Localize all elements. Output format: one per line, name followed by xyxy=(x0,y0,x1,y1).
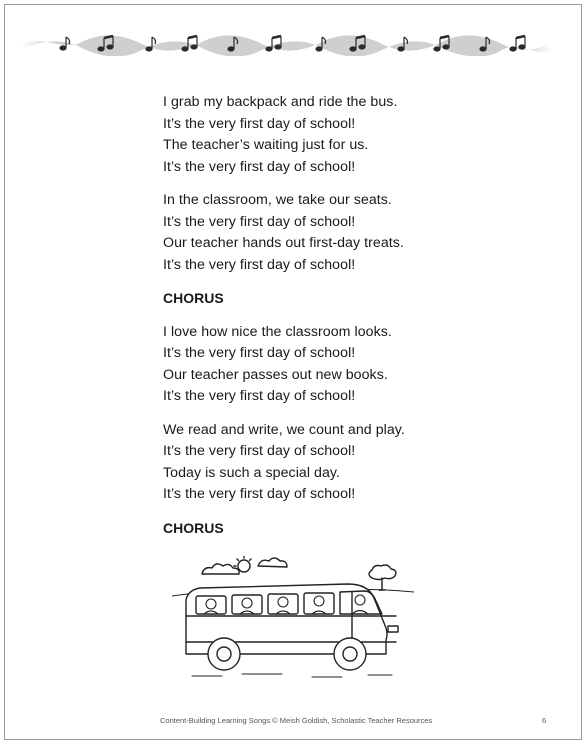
lyric-line: Our teacher passes out new books. xyxy=(163,366,388,383)
note-icon xyxy=(146,37,156,51)
tree-icon xyxy=(369,565,396,590)
lyric-line: I grab my backpack and ride the bus. xyxy=(163,94,398,110)
lyric-line: In the classroom, we take our seats. xyxy=(163,192,392,208)
lyric-line: It’s the very first day of school! xyxy=(163,388,356,404)
lyric-line: It’s the very first day of school! xyxy=(163,486,356,502)
stanza-1 xyxy=(163,92,483,178)
lyric-line: The teacher’s waiting just for us. xyxy=(163,137,369,153)
music-notes-band xyxy=(22,30,552,56)
lyric-line: We read and write, we count and play. xyxy=(163,421,405,438)
sun-icon xyxy=(234,556,251,572)
lyric-line: It’s the very first day of school! xyxy=(163,158,356,175)
lyric-line: Today is such a special day. xyxy=(163,464,340,481)
lyric-line: It’s the very first day of school! xyxy=(163,213,356,230)
stanza-3 xyxy=(163,322,483,408)
stanza-2 xyxy=(163,190,483,276)
lyric-line: Our teacher hands out first-day treats. xyxy=(163,235,404,251)
chorus-label: CHORUS xyxy=(163,290,224,306)
lyric-line: It’s the very first day of school! xyxy=(163,443,356,459)
lyric-line: It’s the very first day of school! xyxy=(163,256,356,273)
lyric-line: It’s the very first day of school! xyxy=(163,115,356,132)
stanza-4 xyxy=(163,420,483,506)
lyric-line: It’s the very first day of school! xyxy=(163,345,356,361)
song-lyrics xyxy=(163,92,483,551)
beamed-notes-icon xyxy=(266,36,281,51)
school-bus-icon xyxy=(172,556,414,686)
footer-credit: Content-Building Learning Songs © Meish Goldish, Scholastic Teacher Resources xyxy=(160,716,433,725)
chorus-label: CHORUS xyxy=(163,519,224,536)
lyric-line: I love how nice the classroom looks. xyxy=(163,323,392,340)
page-number: 6 xyxy=(542,716,547,725)
